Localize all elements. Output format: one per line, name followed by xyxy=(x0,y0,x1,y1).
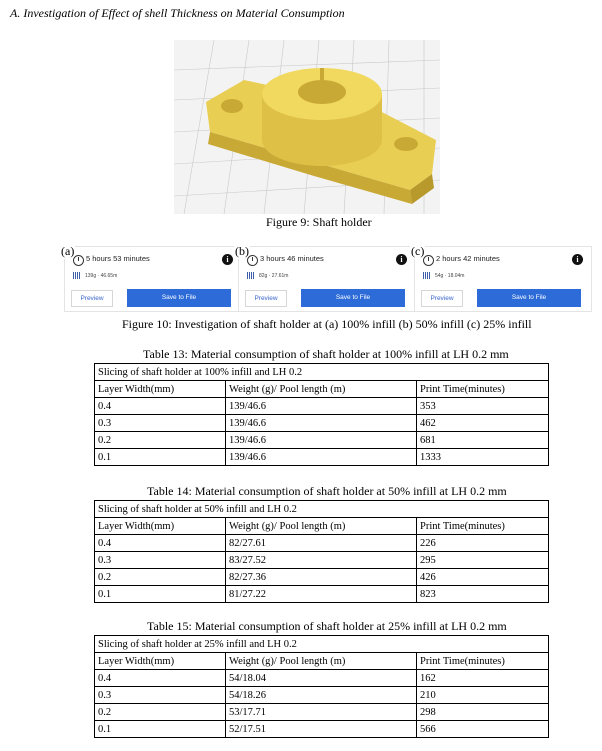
print-time: 5 hours 53 minutes xyxy=(86,254,150,263)
panel-letter: (c) xyxy=(411,244,425,258)
header-cell: Weight (g)/ Pool length (m) xyxy=(226,381,417,398)
table-cell: 0.1 xyxy=(95,449,226,466)
table-cell: 295 xyxy=(417,552,549,569)
table13 xyxy=(94,363,549,466)
table-row xyxy=(95,415,549,432)
slice-panel-c xyxy=(411,244,592,312)
table-cell: 0.1 xyxy=(95,586,226,603)
table-row xyxy=(95,586,549,603)
table-cell: 139/46.6 xyxy=(226,415,417,432)
table-row xyxy=(95,687,549,704)
table-cell: 139/46.6 xyxy=(226,432,417,449)
header-cell: Print Time(minutes) xyxy=(417,381,549,398)
table-cell: 0.3 xyxy=(95,552,226,569)
table15-caption: Table 15: Material consumption of shaft holder at 25% infill at LH 0.2 mm xyxy=(147,619,507,633)
table-cell: 353 xyxy=(417,398,549,415)
table-cell: 0.3 xyxy=(95,687,226,704)
table-subtitle: Slicing of shaft holder at 100% infill and LH 0.2 xyxy=(95,364,549,381)
table-cell: 462 xyxy=(417,415,549,432)
material-usage: 54g · 18.04m xyxy=(435,273,465,279)
table-cell: 139/46.6 xyxy=(226,449,417,466)
save-to-file-button[interactable]: Save to File xyxy=(127,289,231,307)
figure10-caption: Figure 10: Investigation of shaft holder at (a) 100% infill (b) 50% infill (c) 25% infill xyxy=(122,317,532,331)
save-to-file-button[interactable]: Save to File xyxy=(477,289,581,307)
info-icon[interactable]: i xyxy=(396,254,407,265)
table-row xyxy=(95,398,549,415)
panel-letter: (b) xyxy=(235,244,249,258)
clock-icon xyxy=(73,255,84,266)
table-cell: 681 xyxy=(417,432,549,449)
table-row xyxy=(95,449,549,466)
table-cell: 1333 xyxy=(417,449,549,466)
table-cell: 81/27.22 xyxy=(226,586,417,603)
table-row xyxy=(95,721,549,738)
table-row xyxy=(95,569,549,586)
preview-button[interactable]: Preview xyxy=(245,290,287,307)
table-cell: 566 xyxy=(417,721,549,738)
table14 xyxy=(94,500,549,603)
table-cell: 0.1 xyxy=(95,721,226,738)
table-cell: 54/18.26 xyxy=(226,687,417,704)
table-cell: 0.3 xyxy=(95,415,226,432)
table-row xyxy=(95,432,549,449)
panel-letter: (a) xyxy=(61,244,75,258)
header-cell: Print Time(minutes) xyxy=(417,518,549,535)
clock-icon xyxy=(247,255,258,266)
save-to-file-button[interactable]: Save to File xyxy=(301,289,405,307)
table-cell: 82/27.36 xyxy=(226,569,417,586)
table-cell: 298 xyxy=(417,704,549,721)
clock-icon xyxy=(423,255,434,266)
spool-icon xyxy=(73,272,81,279)
header-cell: Weight (g)/ Pool length (m) xyxy=(226,653,417,670)
table-cell: 54/18.04 xyxy=(226,670,417,687)
header-cell: Print Time(minutes) xyxy=(417,653,549,670)
preview-button[interactable]: Preview xyxy=(71,290,113,307)
table14-caption: Table 14: Material consumption of shaft holder at 50% infill at LH 0.2 mm xyxy=(147,484,507,498)
table-row xyxy=(95,535,549,552)
table-cell: 83/27.52 xyxy=(226,552,417,569)
table-cell: 82/27.61 xyxy=(226,535,417,552)
material-usage: 139g · 46.65m xyxy=(85,273,118,279)
table-cell: 823 xyxy=(417,586,549,603)
info-icon[interactable]: i xyxy=(222,254,233,265)
section-heading: A. Investigation of Effect of shell Thickness on Material Consumption xyxy=(10,6,345,20)
table-row xyxy=(95,704,549,721)
table-cell: 139/46.6 xyxy=(226,398,417,415)
slice-panel-b xyxy=(235,244,416,312)
table-cell: 0.4 xyxy=(95,398,226,415)
header-cell: Layer Width(mm) xyxy=(95,381,226,398)
spool-icon xyxy=(423,272,431,279)
table-cell: 210 xyxy=(417,687,549,704)
print-time: 2 hours 42 minutes xyxy=(436,254,500,263)
table-cell: 0.4 xyxy=(95,670,226,687)
table13-caption: Table 13: Material consumption of shaft holder at 100% infill at LH 0.2 mm xyxy=(143,347,509,361)
table-cell: 0.2 xyxy=(95,569,226,586)
table-subtitle: Slicing of shaft holder at 25% infill and LH 0.2 xyxy=(95,636,549,653)
info-icon[interactable]: i xyxy=(572,254,583,265)
table-row xyxy=(95,552,549,569)
header-cell: Layer Width(mm) xyxy=(95,518,226,535)
table-cell: 0.2 xyxy=(95,704,226,721)
shaft-holder-render xyxy=(174,40,440,214)
table-cell: 0.4 xyxy=(95,535,226,552)
table-cell: 426 xyxy=(417,569,549,586)
table15 xyxy=(94,635,549,738)
table-subtitle: Slicing of shaft holder at 50% infill and LH 0.2 xyxy=(95,501,549,518)
table-cell: 226 xyxy=(417,535,549,552)
slice-panel-a xyxy=(61,244,242,312)
figure9-caption: Figure 9: Shaft holder xyxy=(266,215,372,229)
header-cell: Weight (g)/ Pool length (m) xyxy=(226,518,417,535)
table-row xyxy=(95,670,549,687)
table-cell: 0.2 xyxy=(95,432,226,449)
table-cell: 162 xyxy=(417,670,549,687)
preview-button[interactable]: Preview xyxy=(421,290,463,307)
header-cell: Layer Width(mm) xyxy=(95,653,226,670)
table-cell: 52/17.51 xyxy=(226,721,417,738)
spool-icon xyxy=(247,272,255,279)
table-cell: 53/17.71 xyxy=(226,704,417,721)
print-time: 3 hours 46 minutes xyxy=(260,254,324,263)
material-usage: 82g · 27.61m xyxy=(259,273,289,279)
